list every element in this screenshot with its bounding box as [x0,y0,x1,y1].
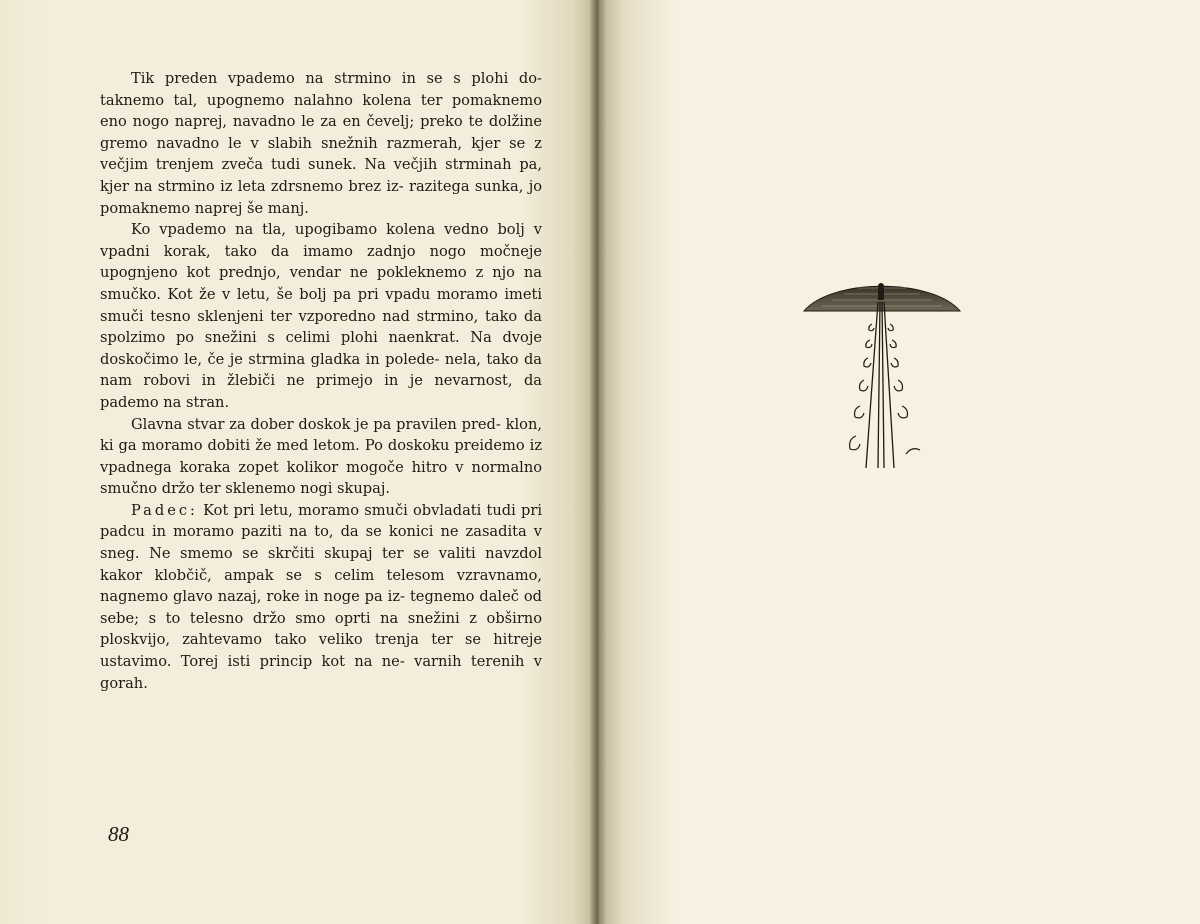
text-line: tudi pri padcu in moramo paziti na to, da se konici [100,501,543,541]
body-text [100,68,542,694]
text-line: razitega sunka, jo pomaknemo naprej še manj. [100,177,543,217]
text-line: Glavna stvar za dober doskok je pa pravilen pred- [131,415,501,433]
section-lead: Padec: [131,501,198,519]
paragraph [100,500,542,694]
ski-tracks-illustration-icon [802,268,962,474]
paragraph [100,414,542,500]
text-line: ter se hitreje ustavimo. Torej isti princip kot na ne- [100,631,542,671]
text-line: Ko vpademo na tla, upogibamo kolena vedno bolj [131,221,525,239]
text-line: preidemo iz vpadnega koraka zopet kolikor mogoče hitro [100,437,543,476]
text-line: Na dvoje doskočimo le, če je strmina gladka in polede- [100,329,542,368]
text-line: dolžine gremo navadno le v slabih snežnih razmerah, [100,113,542,152]
left-page [0,0,590,924]
text-line: na smučko. Kot že v letu, še bolj pa pri vpadu moramo [100,264,542,303]
text-line: Kot pri letu, moramo smuči obvladati [197,501,482,519]
text-line: nela, tako da nam robovi in žlebiči ne primejo in je [100,350,542,390]
text-line: Tik preden vpademo na strmino in se s plohi do- [131,70,542,87]
paragraph [100,219,542,413]
text-line: nevarnost, da pademo na stran. [100,372,542,411]
text-line: taknemo tal, upognemo nalahno kolena ter pomaknemo [100,91,542,109]
text-line: klon, ki ga moramo dobiti že med letom. Po doskoku [100,415,543,455]
text-line: imeti smuči tesno sklenjeni ter vzporedno nad strmino, [100,285,543,325]
text-line: strminah pa, kjer na strmino iz leta zdrsnemo brez iz- [100,156,543,195]
text-line: snežini z obširno ploskvijo, zahtevamo tako veliko trenja [100,609,542,649]
text-line: kjer se z večjim trenjem zveča tudi sunek. Na večjih [100,134,542,174]
paragraph [100,68,542,219]
text-line: v vpadni korak, tako da imamo zadnjo nogo močneje [100,221,542,260]
text-line: upognjeno kot prednjo, vendar ne pokleknemo z njo [100,264,515,282]
text-line: tegnemo daleč od sebe; s to telesno držo smo oprti na [100,588,542,627]
text-line: vzravnamo, nagnemo glavo nazaj, roke in noge pa iz- [100,566,542,606]
text-line: varnih terenih v gorah. [100,653,543,692]
text-line: v normalno smučno držo ter sklenemo nogi skupaj. [100,458,543,498]
page-number: 88 [108,822,129,846]
text-line: eno nogo naprej, navadno le za en čevelj; preko te [100,113,483,131]
text-line: ne zasadita v sneg. Ne smemo se skrčiti skupaj ter se [100,523,543,563]
text-line: valiti navzdol kakor klobčič, ampak se s celim telesom [100,545,543,584]
book-gutter [590,0,606,924]
text-line: tako da spolzimo po snežini s celimi plohi naenkrat. [100,307,542,347]
